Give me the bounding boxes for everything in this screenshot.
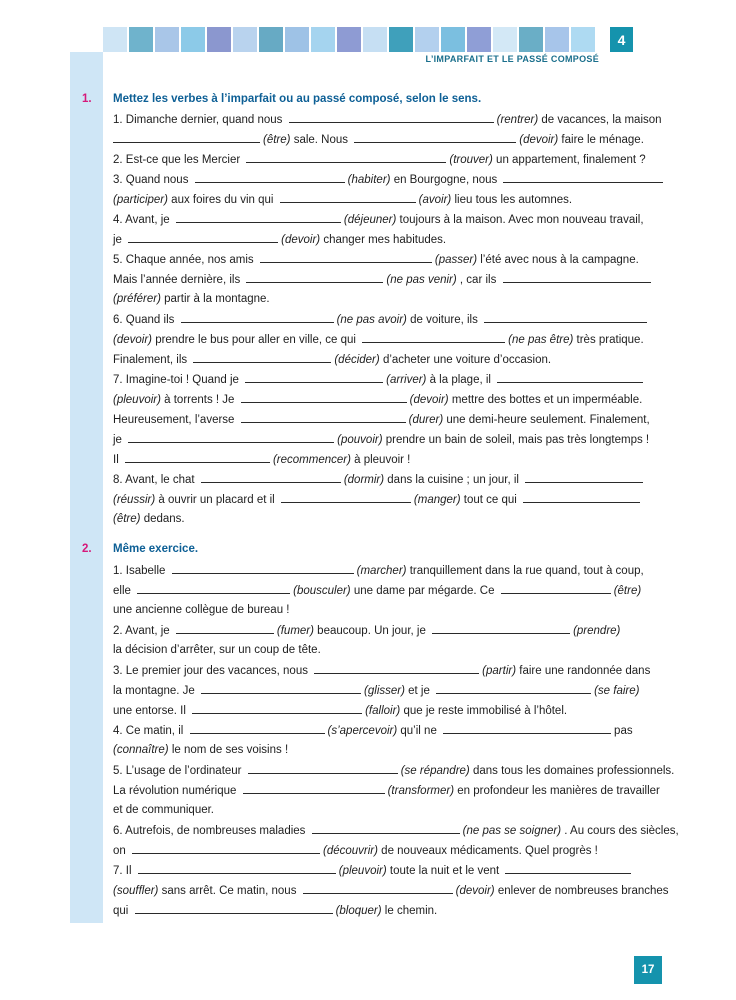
exercise-sentence-line: [113, 209, 644, 229]
sentence-text: à torrents ! Je: [164, 394, 235, 406]
exercise-sentence-line: [113, 700, 636, 720]
verb-hint: (devoir): [281, 234, 321, 246]
exercise-sentence-line: [113, 149, 646, 169]
verb-hint: (devoir): [519, 134, 559, 146]
color-square: [311, 27, 335, 52]
fill-in-blank[interactable]: [246, 149, 446, 163]
sentence-text: dans tous les domaines professionnels.: [472, 765, 675, 777]
color-square: [259, 27, 283, 52]
sentence-text: partir à la montagne.: [164, 293, 270, 305]
decorative-color-strip: [103, 27, 597, 52]
sentence-text: en Bourgogne, nous: [393, 174, 498, 186]
sentence-text: d’acheter une voiture d’occasion.: [382, 354, 552, 366]
fill-in-blank[interactable]: [505, 860, 631, 874]
sentence-text: 7. Imagine-toi ! Quand je: [113, 374, 239, 386]
verb-hint: (bloquer): [335, 905, 382, 917]
exercise-sentence-line: [113, 509, 636, 529]
exercise-sentence-line: [113, 229, 636, 249]
exercise-sentence-line: [113, 349, 636, 369]
color-square: [519, 27, 543, 52]
fill-in-blank[interactable]: [303, 880, 453, 894]
sentence-text: faire une randonnée dans: [519, 665, 651, 677]
fill-in-blank[interactable]: [190, 720, 325, 734]
fill-in-blank[interactable]: [176, 209, 341, 223]
verb-hint: (ne pas être): [508, 334, 574, 346]
verb-hint: (durer): [408, 414, 444, 426]
fill-in-blank[interactable]: [241, 409, 406, 423]
verb-hint: (arriver): [386, 374, 427, 386]
sentence-text: je: [113, 434, 122, 446]
sentence-text: on: [113, 845, 126, 857]
sentence-text: toute la nuit et le vent: [389, 865, 500, 877]
sentence-text: 1. Dimanche dernier, quand nous: [113, 114, 283, 126]
color-square: [415, 27, 439, 52]
verb-hint: (habiter): [347, 174, 391, 186]
sentence-text: l’été avec nous à la campagne.: [480, 254, 639, 266]
fill-in-blank[interactable]: [201, 469, 341, 483]
verb-hint: (déjeuner): [343, 214, 397, 226]
exercise-sentence-line: [113, 600, 636, 620]
exercise-sentence-line: [113, 860, 636, 880]
page-number: 17: [634, 956, 662, 984]
verb-hint: (devoir): [113, 334, 152, 346]
sentence-text: en profondeur les manières de travailler: [457, 785, 660, 797]
fill-in-blank[interactable]: [525, 469, 643, 483]
color-square: [285, 27, 309, 52]
fill-in-blank[interactable]: [523, 489, 640, 503]
verb-hint: (être): [263, 134, 291, 146]
sentence-text: de voiture, ils: [410, 314, 478, 326]
sentence-text: une demi-heure seulement. Finalement,: [446, 414, 650, 426]
fill-in-blank[interactable]: [248, 760, 398, 774]
exercise-sentence-line: [113, 720, 636, 740]
fill-in-blank[interactable]: [125, 449, 270, 463]
fill-in-blank[interactable]: [312, 820, 460, 834]
exercise-sentence-line: [113, 109, 662, 129]
fill-in-blank[interactable]: [245, 369, 383, 383]
exercise-sentence-line: [113, 409, 650, 429]
sentence-text: de vacances, la maison: [541, 114, 662, 126]
fill-in-blank[interactable]: [314, 660, 479, 674]
verb-hint: (bousculer): [293, 585, 351, 597]
fill-in-blank[interactable]: [138, 860, 336, 874]
fill-in-blank[interactable]: [281, 489, 411, 503]
exercise-sentence-line: [113, 309, 636, 329]
verb-hint: (se répandre): [400, 765, 470, 777]
sentence-text: qu’il ne: [400, 725, 437, 737]
fill-in-blank[interactable]: [362, 329, 505, 343]
exercise-sentence-line: [113, 620, 636, 640]
exercise-sentence-line: [113, 580, 642, 600]
fill-in-blank[interactable]: [192, 700, 362, 714]
fill-in-blank[interactable]: [246, 269, 383, 283]
exercise-number: 2.: [82, 543, 92, 555]
verb-hint: (être): [613, 585, 642, 597]
verb-hint: (se faire): [594, 685, 640, 697]
fill-in-blank[interactable]: [176, 620, 274, 634]
verb-hint: (participer): [113, 194, 168, 206]
fill-in-blank[interactable]: [503, 169, 663, 183]
sentence-text: toujours à la maison. Avec mon nouveau travail,: [399, 214, 644, 226]
exercise-sentence-line: [113, 449, 636, 469]
verb-hint: (avoir): [418, 194, 452, 206]
exercise-lines: [113, 109, 662, 529]
sentence-text: dedans.: [143, 513, 185, 525]
verb-hint: (recommencer): [272, 454, 351, 466]
verb-hint: (réussir): [113, 494, 156, 506]
color-square: [181, 27, 205, 52]
sentence-text: tout ce qui: [463, 494, 517, 506]
sentence-text: 6. Quand ils: [113, 314, 175, 326]
sentence-text: 3. Quand nous: [113, 174, 189, 186]
exercise-sentence-line: [113, 800, 636, 820]
sentence-text: changer mes habitudes.: [323, 234, 447, 246]
verb-hint: (passer): [434, 254, 478, 266]
sentence-text: qui: [113, 905, 129, 917]
exercise-sentence-line: [113, 780, 660, 800]
exercise-sentence-line: [113, 169, 636, 189]
fill-in-blank[interactable]: [172, 560, 354, 574]
exercise-sentence-line: [113, 249, 639, 269]
sentence-text: une entorse. Il: [113, 705, 186, 717]
verb-hint: (ne pas se soigner): [462, 825, 562, 837]
sentence-text: tranquillement dans la rue quand, tout à coup,: [409, 565, 644, 577]
fill-in-blank[interactable]: [137, 580, 290, 594]
fill-in-blank[interactable]: [497, 369, 643, 383]
sentence-text: 8. Avant, le chat: [113, 474, 195, 486]
sentence-text: Mais l’année dernière, ils: [113, 274, 241, 286]
exercise-sentence-line: [113, 369, 636, 389]
exercise-number: 1.: [82, 93, 92, 105]
sentence-text: que je reste immobilisé à l’hôtel.: [403, 705, 568, 717]
verb-hint: (préférer): [113, 293, 161, 305]
fill-in-blank[interactable]: [128, 229, 278, 243]
verb-hint: (manger): [413, 494, 461, 506]
verb-hint: (ne pas avoir): [336, 314, 407, 326]
fill-in-blank[interactable]: [181, 309, 334, 323]
verb-hint: (être): [113, 513, 141, 525]
sentence-text: de nouveaux médicaments. Quel progrès !: [381, 845, 598, 857]
fill-in-blank[interactable]: [132, 840, 320, 854]
fill-in-blank[interactable]: [289, 109, 494, 123]
sentence-text: enlever de nombreuses branches: [497, 885, 669, 897]
sentence-text: mettre des bottes et un imperméable.: [451, 394, 643, 406]
verb-hint: (devoir): [455, 885, 495, 897]
exercise-sentence-line: [113, 489, 636, 509]
sentence-text: 5. Chaque année, nos amis: [113, 254, 254, 266]
verb-hint: (souffler): [113, 885, 159, 897]
exercise-sentence-line: [113, 129, 644, 149]
sentence-text: à la plage, il: [429, 374, 491, 386]
fill-in-blank[interactable]: [201, 680, 361, 694]
sentence-text: une dame par mégarde. Ce: [353, 585, 495, 597]
sentence-text: sale. Nous: [293, 134, 349, 146]
verb-hint: (rentrer): [496, 114, 539, 126]
sentence-text: une ancienne collègue de bureau !: [113, 604, 290, 616]
sentence-text: prendre un bain de soleil, mais pas très longtemps !: [385, 434, 650, 446]
color-square: [389, 27, 413, 52]
sentence-text: , car ils: [459, 274, 497, 286]
fill-in-blank[interactable]: [195, 169, 345, 183]
sentence-text: beaucoup. Un jour, je: [317, 625, 426, 637]
exercise-sentence-line: [113, 189, 636, 209]
verb-hint: (découvrir): [323, 845, 378, 857]
fill-in-blank[interactable]: [436, 680, 591, 694]
sentence-text: la décision d’arrêter, sur un coup de tête.: [113, 644, 321, 656]
fill-in-blank[interactable]: [243, 780, 385, 794]
fill-in-blank[interactable]: [113, 129, 260, 143]
color-square: [337, 27, 361, 52]
exercise-sentence-line: [113, 640, 636, 660]
sentence-text: le nom de ses voisins !: [171, 744, 289, 756]
sentence-text: Il: [113, 454, 119, 466]
sentence-text: lieu tous les automnes.: [454, 194, 573, 206]
sentence-text: pas: [614, 725, 633, 737]
exercise-sentence-line: [113, 900, 636, 920]
color-square: [571, 27, 595, 52]
fill-in-blank[interactable]: [501, 580, 611, 594]
sentence-text: prendre le bus pour aller en ville, ce qui: [155, 334, 356, 346]
sentence-text: . Au cours des siècles,: [564, 825, 679, 837]
verb-hint: (devoir): [409, 394, 449, 406]
verb-hint: (décider): [334, 354, 380, 366]
chapter-number-badge: 4: [610, 27, 633, 52]
exercise-sentence-line: [113, 269, 636, 289]
sentence-text: 2. Avant, je: [113, 625, 170, 637]
sentence-text: 7. Il: [113, 865, 132, 877]
sentence-text: la montagne. Je: [113, 685, 195, 697]
sentence-text: le chemin.: [384, 905, 438, 917]
fill-in-blank[interactable]: [135, 900, 333, 914]
exercise-sentence-line: [113, 880, 669, 900]
sentence-text: sans arrêt. Ce matin, nous: [161, 885, 297, 897]
sentence-text: à ouvrir un placard et il: [158, 494, 275, 506]
sentence-text: 6. Autrefois, de nombreuses maladies: [113, 825, 306, 837]
fill-in-blank[interactable]: [432, 620, 570, 634]
sentence-text: à pleuvoir !: [354, 454, 411, 466]
color-square: [467, 27, 491, 52]
exercise-instruction: Même exercice.: [113, 543, 199, 555]
sentence-text: faire le ménage.: [561, 134, 644, 146]
verb-hint: (pleuvoir): [113, 394, 161, 406]
sentence-text: 3. Le premier jour des vacances, nous: [113, 665, 308, 677]
exercise-lines: [113, 560, 679, 920]
exercise-sentence-line: [113, 469, 636, 489]
exercise-sentence-line: [113, 680, 640, 700]
color-square: [103, 27, 127, 52]
fill-in-blank[interactable]: [443, 720, 611, 734]
exercise-sentence-line: [113, 820, 679, 840]
exercise-instruction: Mettez les verbes à l’imparfait ou au passé composé, selon le sens.: [113, 93, 482, 105]
fill-in-blank[interactable]: [193, 349, 331, 363]
sentence-text: et de communiquer.: [113, 804, 215, 816]
sentence-text: Heureusement, l’averse: [113, 414, 235, 426]
color-square: [129, 27, 153, 52]
verb-hint: (s’apercevoir): [327, 725, 398, 737]
verb-hint: (connaître): [113, 744, 169, 756]
color-square: [441, 27, 465, 52]
sentence-text: et je: [408, 685, 430, 697]
verb-hint: (pouvoir): [337, 434, 383, 446]
color-square: [233, 27, 257, 52]
verb-hint: (ne pas venir): [386, 274, 457, 286]
sentence-text: 1. Isabelle: [113, 565, 166, 577]
color-square: [493, 27, 517, 52]
color-square: [155, 27, 179, 52]
fill-in-blank[interactable]: [354, 129, 516, 143]
exercise-sentence-line: [113, 329, 644, 349]
verb-hint: (transformer): [387, 785, 455, 797]
verb-hint: (pleuvoir): [338, 865, 387, 877]
verb-hint: (glisser): [364, 685, 405, 697]
sentence-text: La révolution numérique: [113, 785, 237, 797]
sentence-text: un appartement, finalement ?: [496, 154, 646, 166]
chapter-title: L’IMPARFAIT ET LE PASSÉ COMPOSÉ: [425, 54, 599, 64]
verb-hint: (dormir): [343, 474, 385, 486]
exercise-sentence-line: [113, 740, 636, 760]
verb-hint: (trouver): [449, 154, 493, 166]
fill-in-blank[interactable]: [280, 189, 416, 203]
exercise-sentence-line: [113, 660, 651, 680]
sentence-text: très pratique.: [576, 334, 644, 346]
exercise-sentence-line: [113, 760, 675, 780]
sentence-text: 5. L’usage de l’ordinateur: [113, 765, 242, 777]
exercise-sentence-line: [113, 840, 636, 860]
sentence-text: 2. Est-ce que les Mercier: [113, 154, 241, 166]
verb-hint: (fumer): [276, 625, 314, 637]
sentence-text: aux foires du vin qui: [171, 194, 274, 206]
sentence-text: elle: [113, 585, 131, 597]
color-square: [545, 27, 569, 52]
sentence-text: dans la cuisine ; un jour, il: [387, 474, 519, 486]
fill-in-blank[interactable]: [260, 249, 432, 263]
fill-in-blank[interactable]: [503, 269, 651, 283]
fill-in-blank[interactable]: [241, 389, 407, 403]
verb-hint: (prendre): [573, 625, 621, 637]
verb-hint: (marcher): [356, 565, 407, 577]
color-square: [207, 27, 231, 52]
verb-hint: (partir): [482, 665, 517, 677]
color-square: [363, 27, 387, 52]
sentence-text: 4. Avant, je: [113, 214, 170, 226]
sentence-text: 4. Ce matin, il: [113, 725, 184, 737]
exercise-sentence-line: [113, 289, 636, 309]
exercise-sentence-line: [113, 560, 644, 580]
fill-in-blank[interactable]: [484, 309, 647, 323]
exercise-sentence-line: [113, 389, 643, 409]
left-margin-bar: [70, 52, 103, 923]
fill-in-blank[interactable]: [128, 429, 334, 443]
sentence-text: Finalement, ils: [113, 354, 188, 366]
sentence-text: je: [113, 234, 122, 246]
verb-hint: (falloir): [365, 705, 401, 717]
exercise-sentence-line: [113, 429, 650, 449]
